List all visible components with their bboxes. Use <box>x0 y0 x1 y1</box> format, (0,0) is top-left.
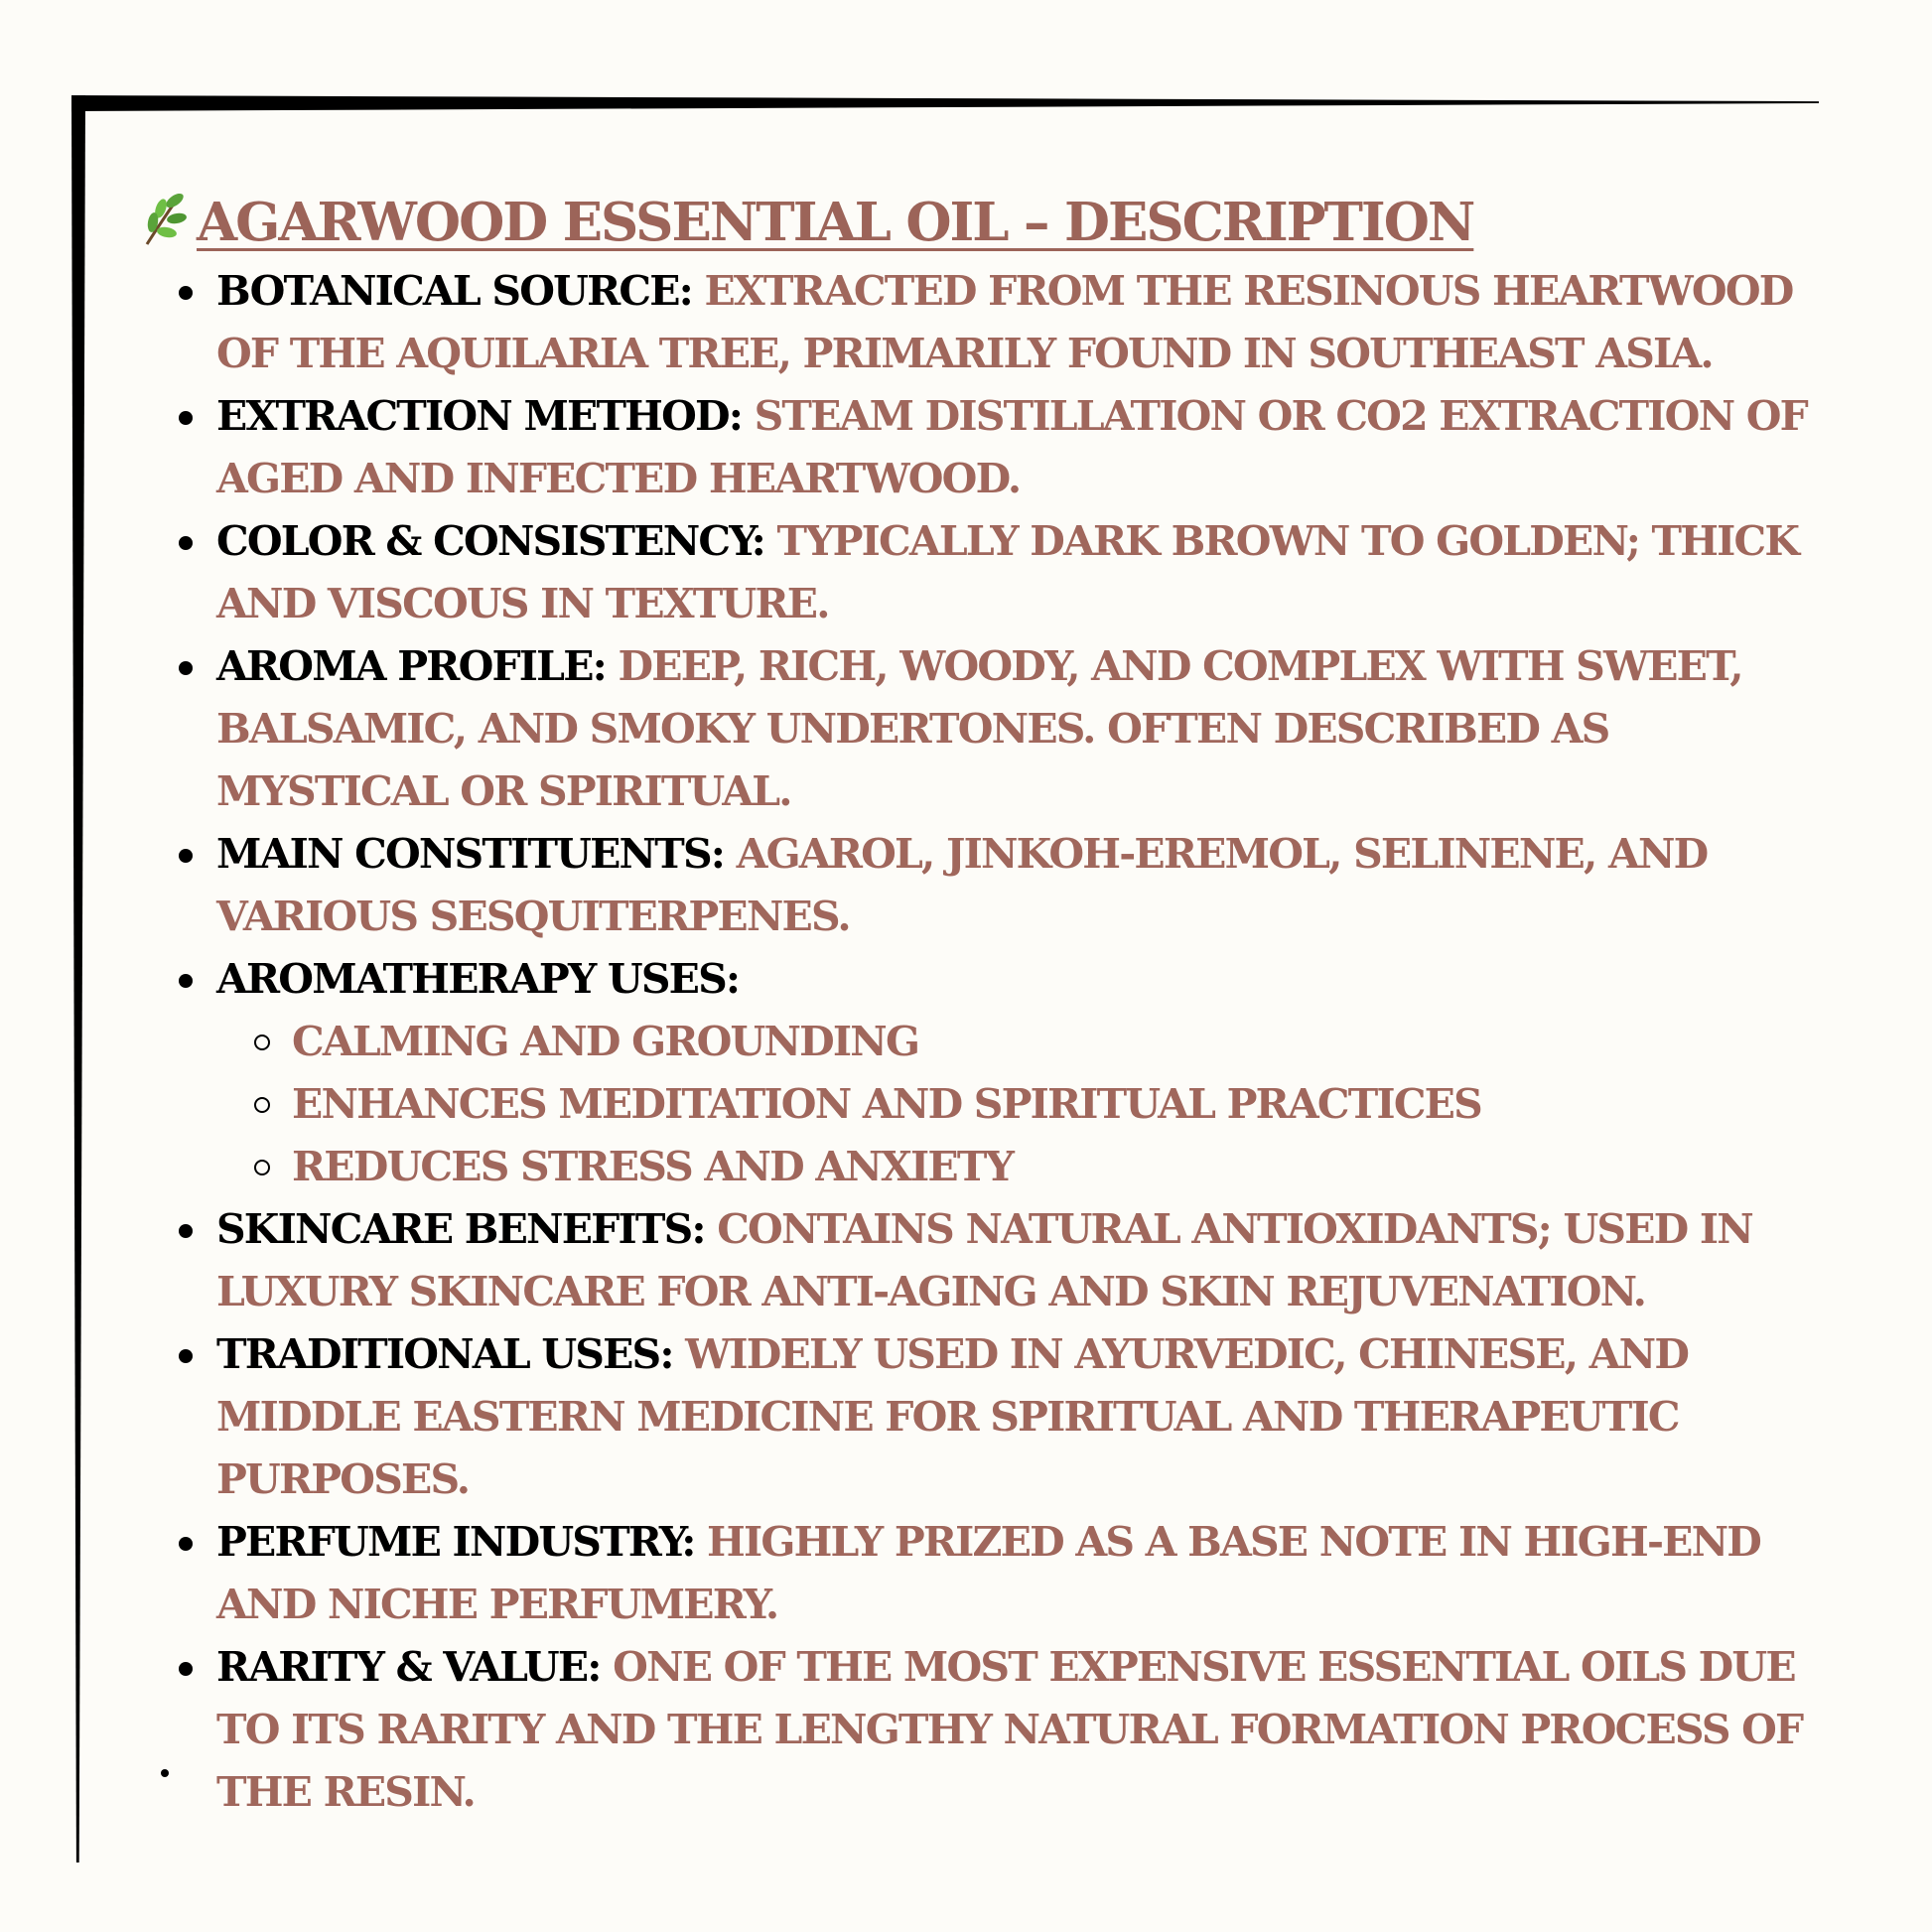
item-text: HIGHLY PRIZED AS A BASE NOTE IN HIGH-END AND NICHE PERFUMERY. <box>216 1518 1761 1628</box>
list-item <box>139 1323 1817 1511</box>
list-item <box>139 1511 1817 1636</box>
description-card <box>139 185 1817 1824</box>
item-text: EXTRACTED FROM THE RESINOUS HEARTWOOD OF THE AQUILARIA TREE, PRIMARILY FOUND IN SOUTHEAST ASIA. <box>216 267 1793 377</box>
frame-left-border <box>71 95 85 1863</box>
sub-list-item: REDUCES STRESS AND ANXIETY <box>216 1136 1817 1198</box>
item-label: COLOR & CONSISTENCY: <box>216 517 764 565</box>
sub-list-item: CALMING AND GROUNDING <box>216 1011 1817 1073</box>
item-label: AROMA PROFILE: <box>216 642 606 690</box>
item-label: EXTRACTION METHOD: <box>216 392 743 440</box>
frame-top-border <box>71 95 1819 111</box>
list-item <box>139 635 1817 823</box>
item-text: ONE OF THE MOST EXPENSIVE ESSENTIAL OILS DUE TO ITS RARITY AND THE LENGTHY NATURAL FORMATION PROCESS OF THE RESIN. <box>216 1643 1803 1816</box>
herb-leaf-icon <box>139 189 189 248</box>
list-item <box>139 823 1817 948</box>
item-text: DEEP, RICH, WOODY, AND COMPLEX WITH SWEET, BALSAMIC, AND SMOKY UNDERTONES. OFTEN DESCRIBED AS MYSTICAL OR SPIRITUAL. <box>216 642 1742 815</box>
sub-list-item: ENHANCES MEDITATION AND SPIRITUAL PRACTICES <box>216 1073 1817 1136</box>
empty-list-bullet <box>161 1769 169 1777</box>
item-text: TYPICALLY DARK BROWN TO GOLDEN; THICK AND VISCOUS IN TEXTURE. <box>216 517 1799 627</box>
item-label: MAIN CONSTITUENTS: <box>216 830 725 878</box>
page-title <box>139 185 1817 260</box>
item-label: AROMATHERAPY USES: <box>216 955 740 1003</box>
list-item <box>139 260 1817 385</box>
item-text: STEAM DISTILLATION OR CO2 EXTRACTION OF AGED AND INFECTED HEARTWOOD. <box>216 392 1807 502</box>
item-label: SKINCARE BENEFITS: <box>216 1205 705 1253</box>
item-text: AGAROL, JINKOH-EREMOL, SELINENE, AND VARIOUS SESQUITERPENES. <box>216 830 1708 940</box>
page-title-text: AGARWOOD ESSENTIAL OIL – DESCRIPTION <box>197 192 1474 253</box>
list-item <box>139 1636 1817 1824</box>
list-item <box>139 948 1817 1198</box>
item-label: BOTANICAL SOURCE: <box>216 267 692 315</box>
item-text: WIDELY USED IN AYURVEDIC, CHINESE, AND MIDDLE EASTERN MEDICINE FOR SPIRITUAL AND THERAPEUTIC PURPOSES. <box>216 1330 1689 1503</box>
description-list <box>139 260 1817 1824</box>
list-item <box>139 385 1817 510</box>
item-text: CONTAINS NATURAL ANTIOXIDANTS; USED IN LUXURY SKINCARE FOR ANTI-AGING AND SKIN REJUVENATION. <box>216 1205 1752 1315</box>
item-label: PERFUME INDUSTRY: <box>216 1518 695 1566</box>
item-label: TRADITIONAL USES: <box>216 1330 673 1378</box>
sub-list <box>216 1011 1817 1198</box>
list-item <box>139 510 1817 635</box>
item-label: RARITY & VALUE: <box>216 1643 601 1691</box>
list-item <box>139 1198 1817 1323</box>
